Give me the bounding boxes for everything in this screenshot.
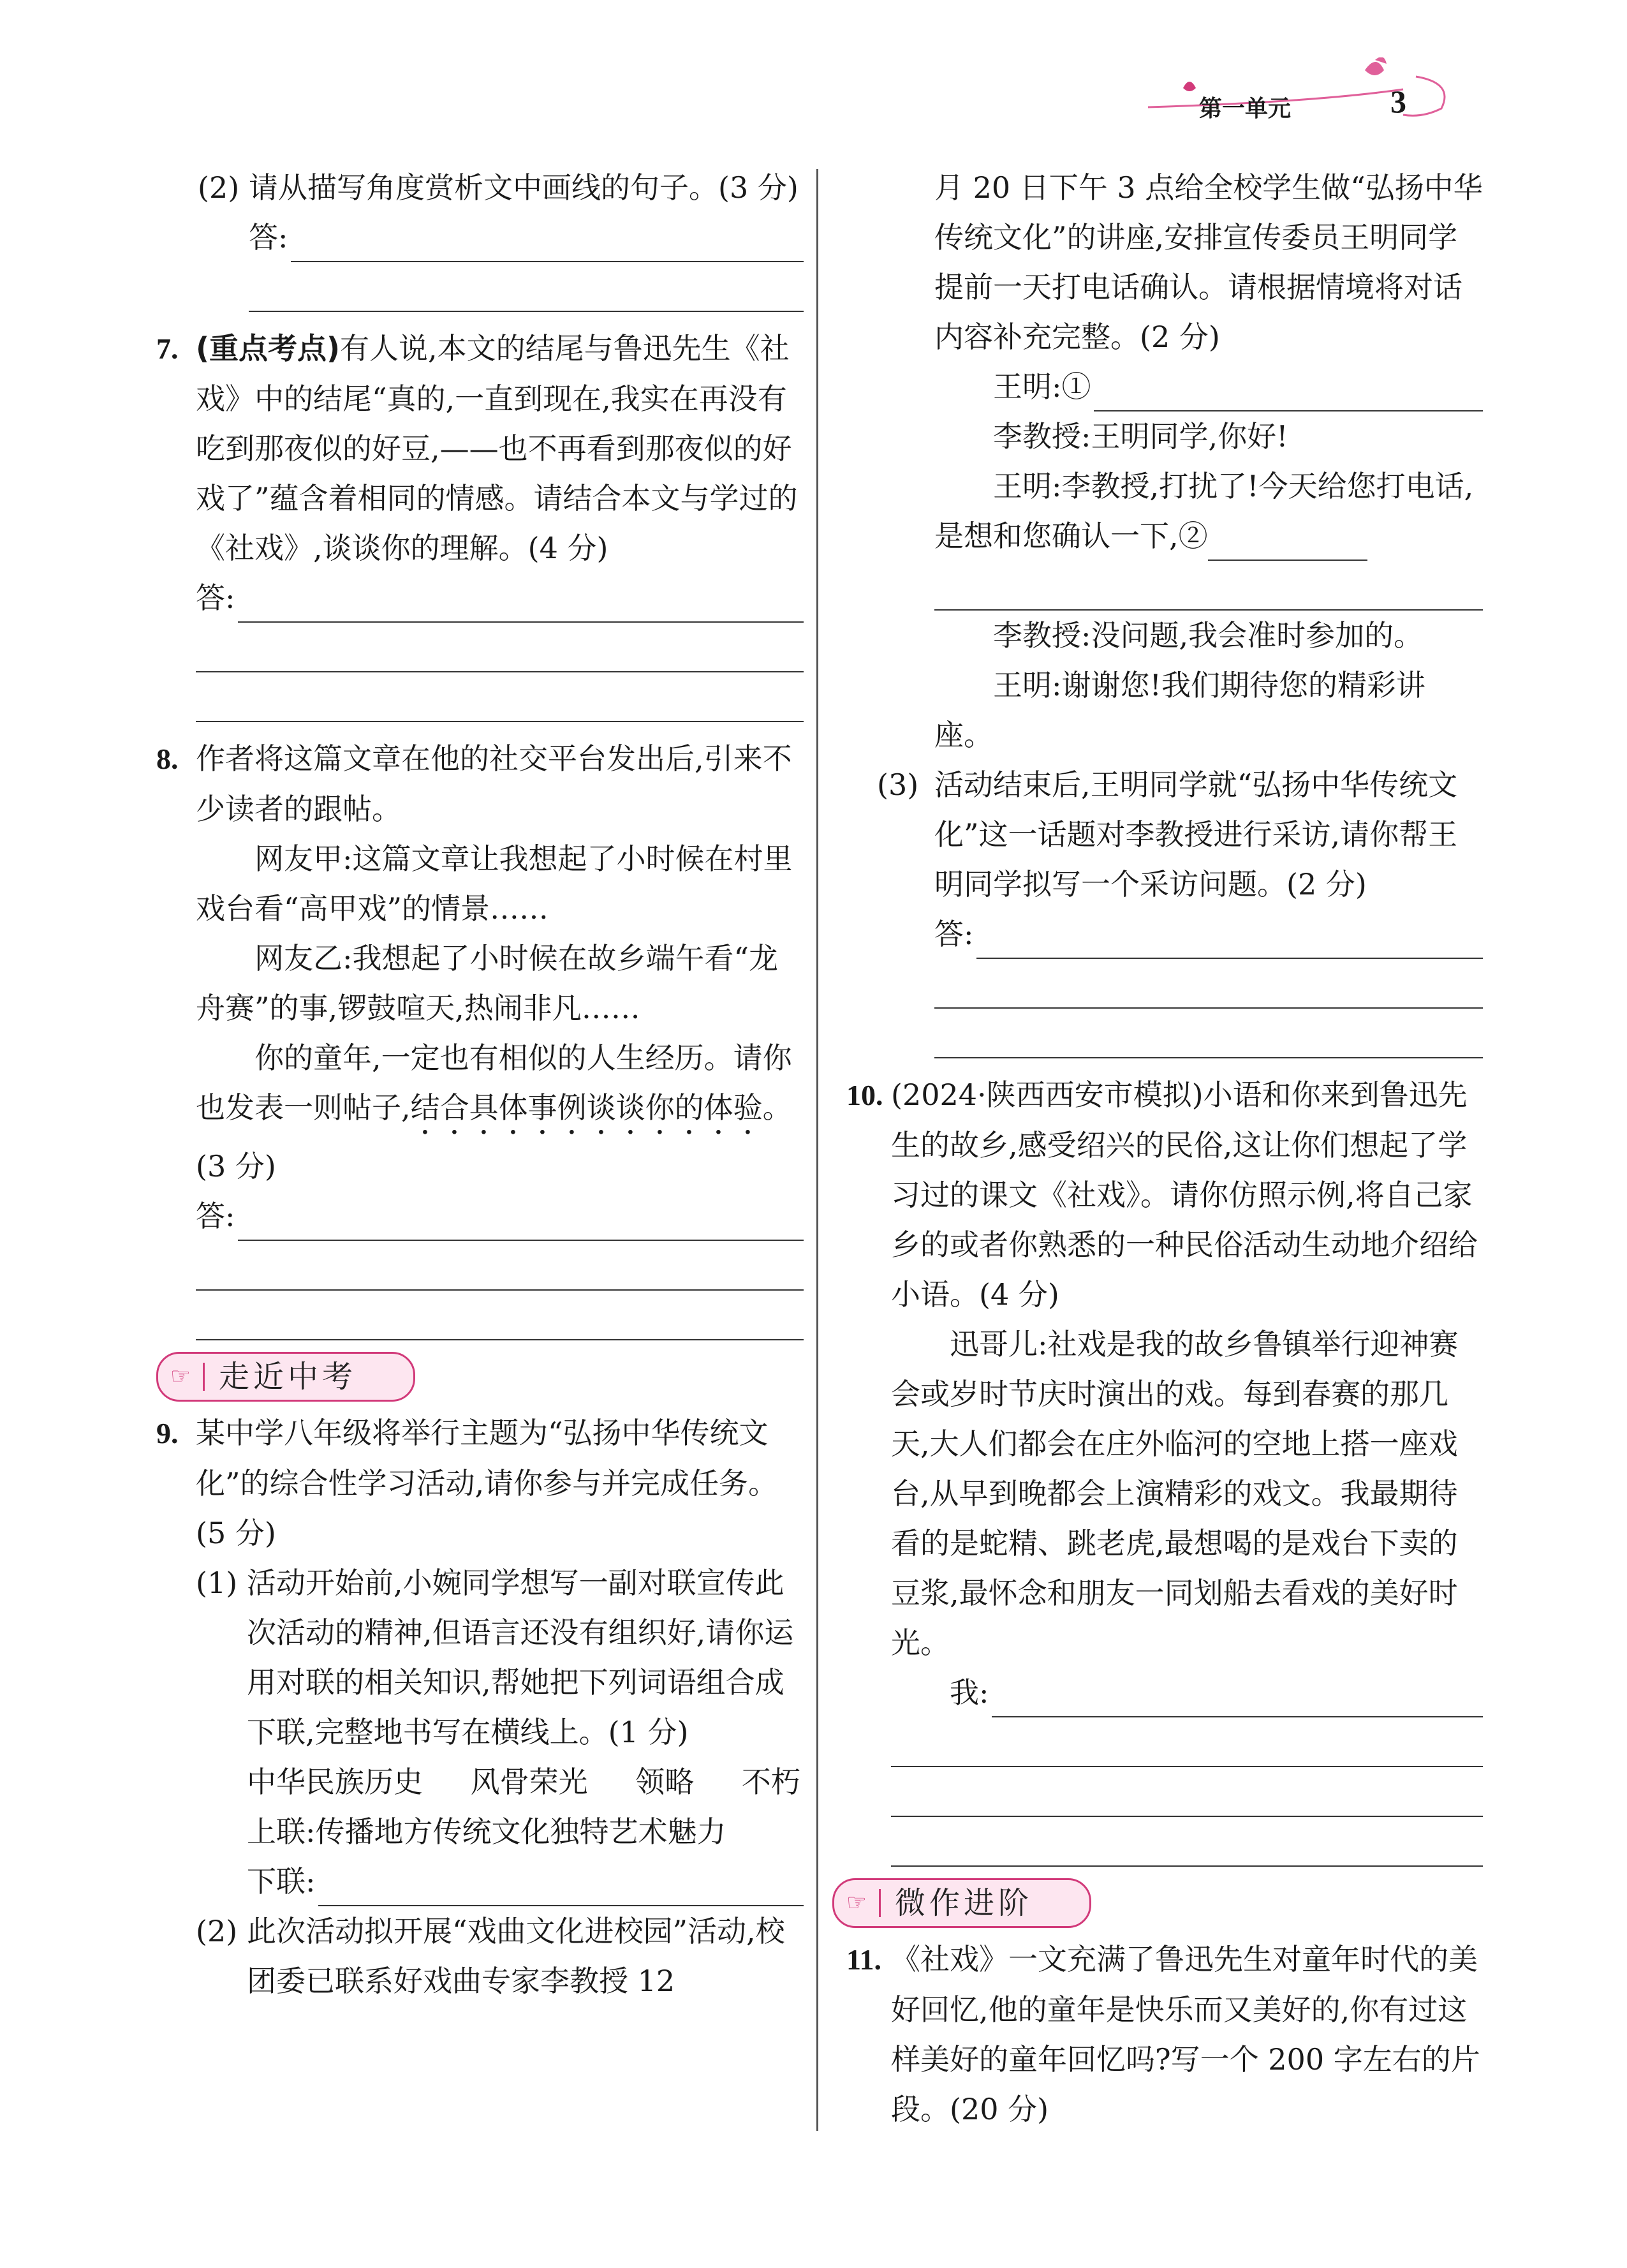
butterfly-icon bbox=[1365, 57, 1387, 75]
upper-couplet: 上联:传播地方传统文化独特艺术魅力 bbox=[247, 1814, 726, 1849]
key-point-tag: (重点考点) bbox=[196, 331, 341, 366]
page-number: 3 bbox=[1390, 84, 1406, 119]
answer-field[interactable]: 答: bbox=[249, 212, 804, 262]
pointing-hand-icon: ☞ bbox=[170, 1363, 191, 1390]
dialog-line-3: 王明:李教授,打扰了!今天给您打电话,是想和您确认一下,② bbox=[934, 461, 1483, 561]
answer-line[interactable] bbox=[196, 623, 804, 672]
lower-couplet-field[interactable]: 下联: bbox=[247, 1857, 804, 1906]
dialog-line-2: 李教授:王明同学,你好! bbox=[993, 419, 1288, 454]
me-answer-field[interactable]: 我: bbox=[891, 1668, 1483, 1717]
answer-field[interactable]: 答: bbox=[196, 573, 804, 623]
netizen-a: 网友甲:这篇文章让我想起了小时候在村里戏台看“高甲戏”的情景…… bbox=[196, 841, 793, 926]
flower-icon bbox=[1183, 82, 1196, 91]
column-divider bbox=[816, 169, 818, 2131]
page-header bbox=[1123, 57, 1480, 121]
question-6-2: (2) 请从描写角度赏析文中画线的句子。(3 分) 答: bbox=[156, 163, 804, 312]
left-column bbox=[156, 163, 804, 2006]
word-list: 中华民族历史 风骨荣光 领略 不朽 bbox=[247, 1765, 800, 1799]
section-banner-weizuo bbox=[832, 1878, 1091, 1928]
example-text: 迅哥儿:社戏是我的故乡鲁镇举行迎神赛会或岁时节庆时演出的戏。每到春赛的那几天,大人们都会在庄外临河的空地上搭一座戏台,从早到晚都会上演精彩的戏文。我最期待看的是蛇精、跳老虎,最想喝的是戏台下卖的豆浆,最怀念和朋友一同划船去看戏的美好时光。 bbox=[891, 1327, 1459, 1660]
answer-line[interactable] bbox=[891, 1717, 1483, 1767]
prompt: 你的童年,一定也有相似的人生经历。请你也发表一则帖子,结合具体事例谈谈你的体验。(3 分) bbox=[196, 1041, 792, 1183]
netizen-b: 网友乙:我想起了小时候在故乡端午看“龙舟赛”的事,锣鼓喧天,热闹非凡…… bbox=[196, 941, 779, 1025]
answer-field[interactable]: 答: bbox=[934, 909, 1483, 959]
question-11: 11. 《社戏》一文充满了鲁迅先生对童年时代的美好回忆,他的童年是快乐而又美好的,你有过这样美好的童年回忆吗?写一个 200 字左右的片段。(20 分) bbox=[846, 1942, 1480, 2126]
answer-line[interactable] bbox=[891, 1817, 1483, 1867]
answer-line[interactable] bbox=[934, 959, 1483, 1009]
answer-line[interactable] bbox=[934, 1009, 1483, 1058]
unit-title: 第一单元 bbox=[1199, 96, 1292, 122]
question-9-1: (1) 活动开始前,小婉同学想写一副对联宣传此次活动的精神,但语言还没有组织好,请你运用对联的相关知识,帮她把下列词语组合成下联,完整地书写在横线上。(1 分) 中华民族历史 风骨荣光 领略 不朽 上联:传播地方传统文化独特艺术魅力 下联: bbox=[196, 1558, 804, 1906]
section-banner-zoujin bbox=[156, 1352, 415, 1402]
dialog-line-1[interactable]: 王明:① bbox=[934, 362, 1483, 411]
pointing-hand-icon: ☞ bbox=[846, 1890, 867, 1916]
question-9: 9. 某中学八年级将举行主题为“弘扬中华传统文化”的综合性学习活动,请你参与并完成任务。(5 分) (1) 活动开始前,小婉同学想写一副对联宣传此次活动的精神,但语言还没有组织好,请你运用对联的相关知识,帮她把下列词语组合成下联,完整地书写在横线上。(1 分) 中华民族历史 风骨荣光 领略 不朽 上联:传播地方传统文化独特艺术魅力 下联: (2) 此次活动拟开展“戏曲文化进校园”活动,校团委已联系好戏曲专家李教授 12 bbox=[156, 1408, 804, 2006]
dialog-line-4: 李教授:没问题,我会准时参加的。 bbox=[993, 618, 1424, 653]
dialog-line-5: 王明:谢谢您!我们期待您的精彩讲座。 bbox=[934, 668, 1425, 752]
answer-line[interactable] bbox=[249, 262, 804, 312]
question-9-2-continued: 月 20 日下午 3 点给全校学生做“弘扬中华传统文化”的讲座,安排宣传委员王明同学提前一天打电话确认。请根据情境将对话内容补充完整。(2 分) 王明:① 李教授:王明同学,你好! 王明:李教授,打扰了!今天给您打电话,是想和您确认一下,② 李教授:没问题,我会准时参加的。 王明:谢谢您!我们期待您的精彩讲座。 bbox=[871, 163, 1483, 760]
answer-line[interactable] bbox=[891, 1767, 1483, 1817]
right-column bbox=[846, 163, 1483, 2134]
blank-2[interactable] bbox=[1208, 528, 1367, 561]
question-10: 10. (2024·陕西西安市模拟)小语和你来到鲁迅先生的故乡,感受绍兴的民俗,这让你们想起了学习过的课文《社戏》。请你仿照示例,将自己家乡的或者你熟悉的一种民俗活动生动地介绍给小语。(4 分) 迅哥儿:社戏是我的故乡鲁镇举行迎神赛会或岁时节庆时演出的戏。每到春赛的那几天,大人们都会在庄外临河的空地上搭一座戏台,从早到晚都会上演精彩的戏文。我最期待看的是蛇精、跳老虎,最想喝的是戏台下卖的豆浆,最怀念和朋友一同划船去看戏的美好时光。 我: bbox=[871, 1070, 1483, 1867]
answer-line[interactable] bbox=[196, 672, 804, 722]
header-decoration bbox=[1123, 57, 1480, 121]
question-9-3: (3) 活动结束后,王明同学就“弘扬中华传统文化”这一话题对李教授进行采访,请你帮王明同学拟写一个采访问题。(2 分) 答: bbox=[871, 760, 1483, 1058]
answer-line[interactable] bbox=[196, 1291, 804, 1340]
answer-line[interactable] bbox=[196, 1241, 804, 1291]
question-8: 8. 作者将这篇文章在他的社交平台发出后,引来不少读者的跟帖。 网友甲:这篇文章让我想起了小时候在村里戏台看“高甲戏”的情景…… 网友乙:我想起了小时候在故乡端午看“龙舟赛”的事,锣鼓喧天,热闹非凡…… 你的童年,一定也有相似的人生经历。请你也发表一则帖子,结合具体事例谈谈你的体验。(3 分) 答: bbox=[156, 734, 804, 1340]
section-title: 微作进阶 bbox=[895, 1885, 1033, 1921]
question-9-2: (2) 此次活动拟开展“戏曲文化进校园”活动,校团委已联系好戏曲专家李教授 12 bbox=[196, 1914, 785, 1998]
question-7: 7. (重点考点)有人说,本文的结尾与鲁迅先生《社戏》中的结尾“真的,一直到现在,我实在再没有吃到那夜似的好豆,——也不再看到那夜似的好戏了”蕴含着相同的情感。请结合本文与学过的《社戏》,谈谈你的理解。(4 分) 答: bbox=[156, 323, 804, 722]
answer-field[interactable]: 答: bbox=[196, 1191, 804, 1241]
section-title: 走近中考 bbox=[219, 1359, 357, 1395]
answer-line[interactable] bbox=[934, 561, 1483, 611]
